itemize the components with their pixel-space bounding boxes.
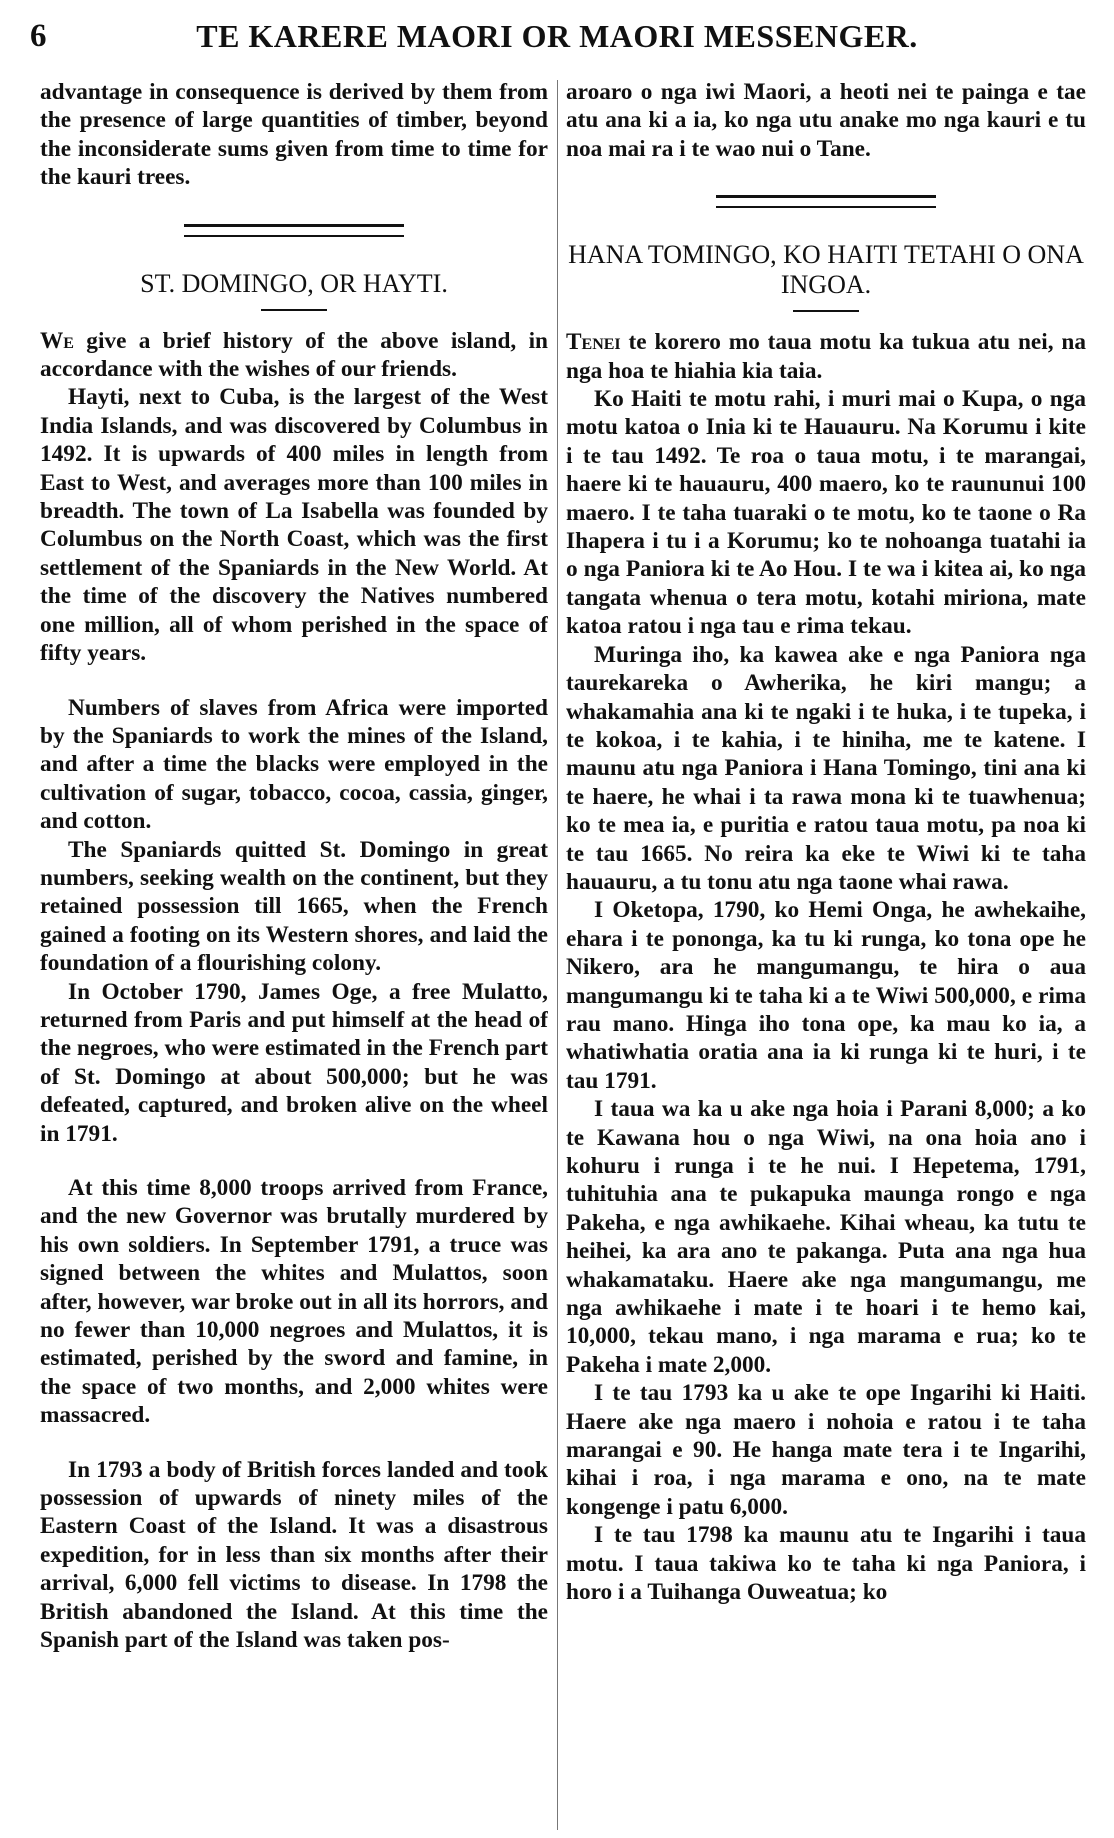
maori-article-heading: HANA TOMINGO, KO HAITI TETAHI O ONA INGOA. — [568, 240, 1084, 300]
maori-column — [566, 78, 1086, 1828]
english-paragraph: At this time 8,000 troops arrived from France, and the new Governor was brutally murdered by his own soldiers. In September 1791, a truce was signed between the whites and Mulattos, soon after, however, war broke out in all its horrors, and no fewer than 10,000 negroes and Mulattos, it is estimated, perished by the sword and famine, in the space of two months, and 2,000 whites were massacred. — [40, 1175, 548, 1429]
maori-lead-word: Tenei — [566, 329, 621, 356]
maori-paragraph: I taua wa ka u ake nga hoia i Parani 8,000; a ko te Kawana hou o nga Wiwi, na ona hoia ano i kohuru i runga i te he nui. I Hepetema, 1791, tuhituhia ana te pukapuka maunga rongo e nga Pakeha, e nga awhikaehe. Kihai wheau, ka tutu te heihei, ka ara ano te pakanga. Puta ana nga hua whakamataku. Haere ake nga mangumangu, me nga awhikaehe i mate i te hoari i te hemo kai, 10,000, tekau mano, i nga marama e rua; ko te Pakeha i mate 2,000. — [566, 1096, 1086, 1378]
maori-intro-text: aroaro o nga iwi Maori, a heoti nei te painga e tae atu ana ki a ia, ko nga utu anake mo nga kauri e tu noa mai ra i te wao nui o Tane. — [566, 79, 1086, 162]
english-paragraph — [40, 327, 548, 384]
section-separator — [184, 224, 404, 237]
english-paragraph: The Spaniards quitted St. Domingo in great numbers, seeking wealth on the continent, but they retained possession till 1665, when the French gained a footing on its Western shores, and laid the foundation of a flourishing colony. — [40, 836, 548, 977]
page-header — [0, 18, 1114, 66]
english-column — [40, 78, 548, 1828]
maori-paragraph: Muringa iho, ka kawea ake e nga Paniora nga taurekareka o Awherika, he kiri mangu; a whakamahia ana ki te ngaki i te huka, i te tupeka, i te kokoa, i te kahia, i te hiniha, me te katene. I maunu atu nga Paniora i Hana Tomingo, tini ana ki te haere, he whai i ta rawa mona ki te tuawhenua; ko te mea ia, e puritia e ratou taua motu, pa noa ki te tau 1665. No reira ka eke te Wiwi ki te taha hauauru, a tu tonu atu nga taone whai rawa. — [566, 641, 1086, 895]
english-paragraph: Numbers of slaves from Africa were imported by the Spaniards to work the mines of the Island, and after a time the blacks were employed in the cultivation of sugar, tobacco, cocoa, cassia, ginger, and cotton. — [40, 694, 548, 835]
maori-paragraph — [566, 328, 1086, 385]
english-paragraph: Hayti, next to Cuba, is the largest of the West India Islands, and was discovered by Columbus in 1492. It is upwards of 400 miles in length from East to West, and averages more than 100 miles in breadth. The town of La Isabella was founded by Columbus on the North Coast, which was the first settlement of the Spaniards in the New World. At the time of the discovery the Natives numbered one million, all of whom perished in the space of fifty years. — [40, 384, 548, 667]
heading-rule — [261, 309, 327, 311]
english-lead-text: give a brief history of the above island, in accordance with the wishes of our friends. — [40, 327, 548, 383]
heading-rule — [793, 310, 859, 312]
english-article-heading: ST. DOMINGO, OR HAYTI. — [140, 268, 448, 298]
english-intro-text: advantage in consequence is derived by them from the presence of large quantities of timber, beyond the inconsiderate sums given from time to time for the kauri trees. — [40, 79, 548, 191]
column-divider — [557, 80, 558, 1830]
running-title: TE KARERE MAORI OR MAORI MESSENGER. — [196, 18, 918, 54]
maori-paragraph: Ko Haiti te motu rahi, i muri mai o Kupa, o nga motu katoa o Inia ki te Hauauru. Na Korumu i kite i te tau 1492. Te roa o taua motu, i te marangai, haere ki te hauauru, 400 maero, ko te raununui 100 maero. I te taha tuaraki o te motu, ko te taone o Ra Ihapera i tu i a Korumu; ko te nohoanga tuatahi ia o nga Paniora ki te Ao Hou. I te wa i kitea ai, ko nga tangata whenua o tera motu, kotahi miriona, mate katoa ratou i nga tau e rima tekau. — [566, 386, 1086, 640]
english-paragraph: In October 1790, James Oge, a free Mulatto, returned from Paris and put himself at the head of the negroes, who were estimated in the French part of St. Domingo at about 500,000; but he was defeated, captured, and broken alive on the wheel in 1791. — [40, 978, 548, 1147]
section-separator — [716, 195, 936, 208]
maori-paragraph: I Oketopa, 1790, ko Hemi Onga, he awhekaihe, ehara i te pononga, ka tu ki runga, ko tona ope he Nikero, ara he mangumangu, te hira o aua mangumangu ki te taha ki a te Wiwi 500,000, e rima rau mano. Hinga iho tona ope, ka mau ko ia, a whatiwhatia oratia ana ia ki runga ki te huri, i te tau 1791. — [566, 897, 1086, 1094]
page-number: 6 — [30, 18, 47, 54]
maori-lead-text: te korero mo taua motu ka tukua atu nei, na nga hoa te hiahia kia taia. — [566, 329, 1086, 384]
english-paragraph: In 1793 a body of British forces landed and took possession of upwards of ninety miles of the Eastern Coast of the Island. It was a disastrous expedition, for in less than six months after their arrival, 6,000 fell victims to disease. In 1798 the British abandoned the Island. At this time the Spanish part of the Island was taken pos- — [40, 1456, 548, 1654]
english-lead-word: We — [40, 327, 74, 354]
maori-paragraph: I te tau 1793 ka u ake te ope Ingarihi ki Haiti. Haere ake nga maero i nohoia e ratou i te taha marangai e 90. He hanga mate tera i te Ingarihi, kihai i roa, i nga marama e ono, na te mate kongenge i patu 6,000. — [566, 1380, 1086, 1520]
maori-paragraph: I te tau 1798 ka maunu atu te Ingarihi i taua motu. I taua takiwa ko te taha ki nga Paniora, i horo i a Tuihanga Ouweatua; ko — [566, 1522, 1086, 1606]
